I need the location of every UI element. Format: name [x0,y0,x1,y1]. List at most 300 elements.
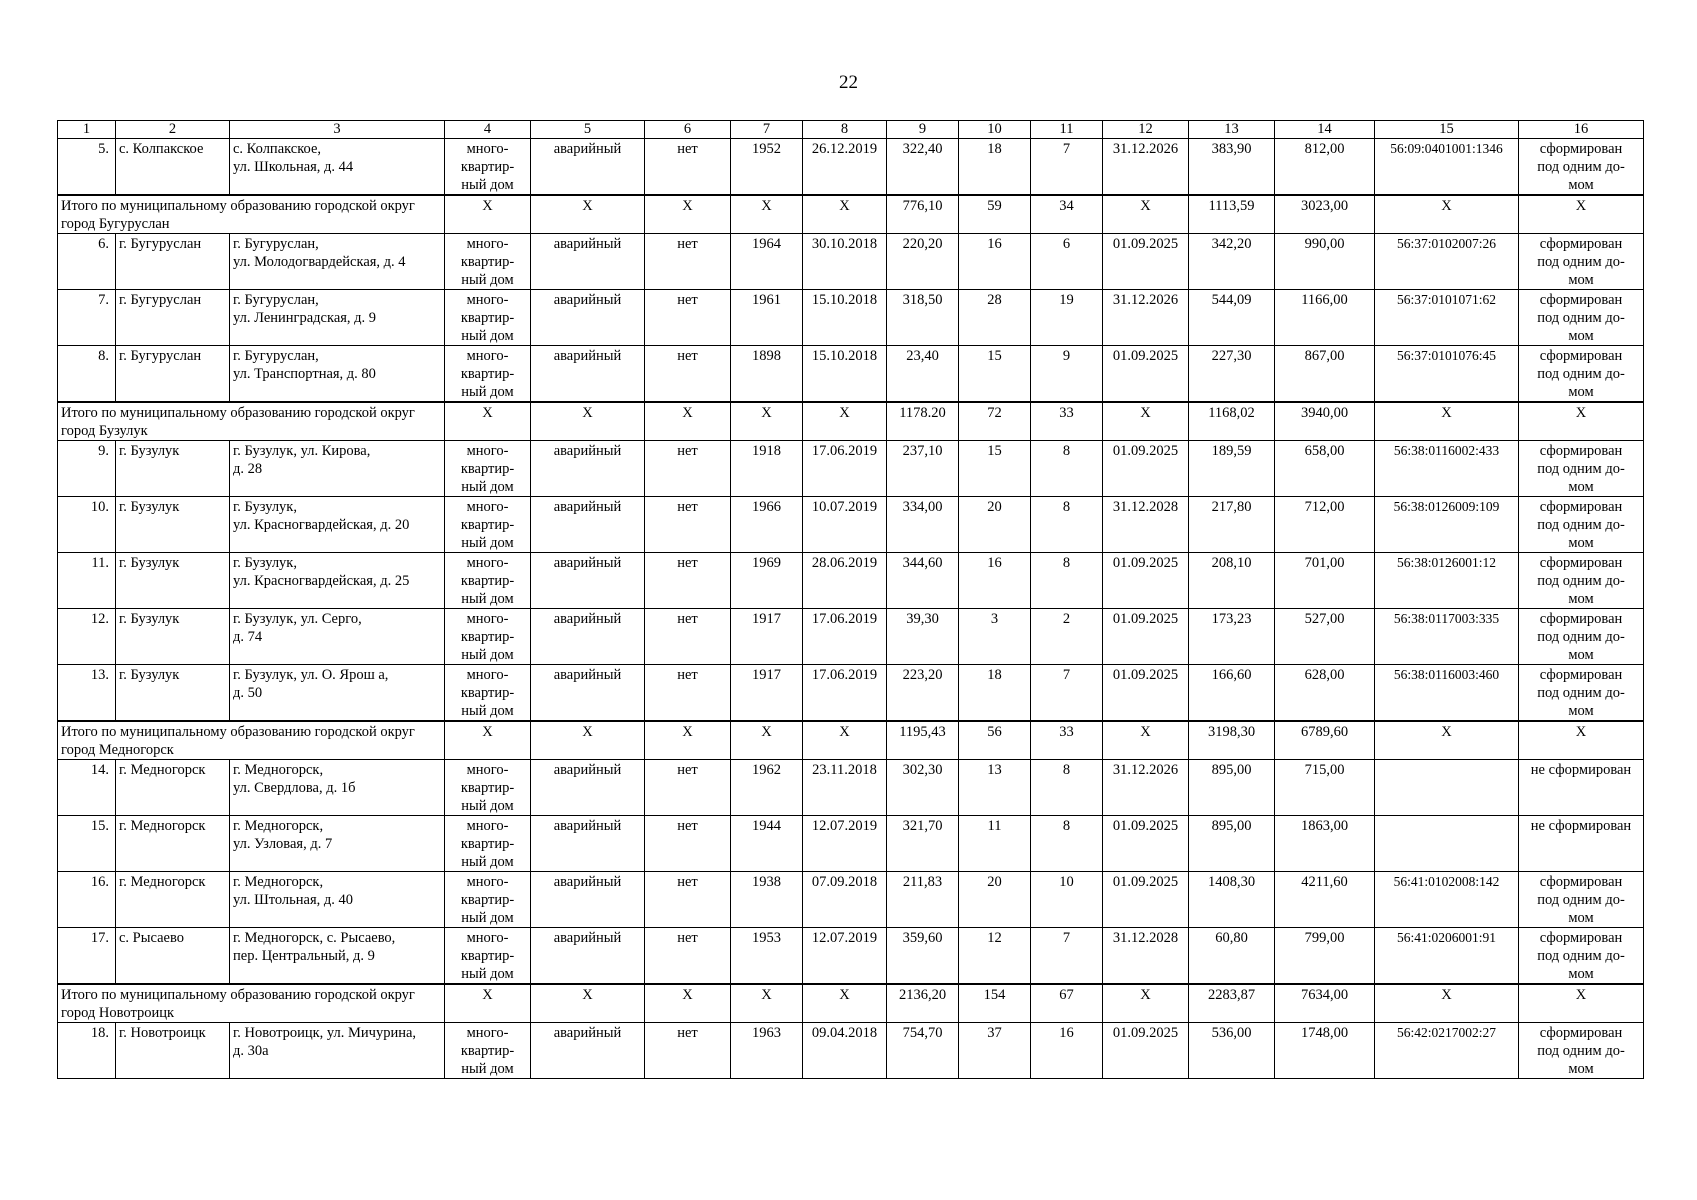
table-cell: 23.11.2018 [803,760,887,816]
table-cell: 1408,30 [1189,872,1275,928]
table-cell: 14. [58,760,116,816]
subtotal-cell: X [1375,402,1519,441]
subtotal-cell: 1113,59 [1189,195,1275,234]
table-cell: 60,80 [1189,928,1275,985]
table-cell: 527,00 [1275,609,1375,665]
table-cell: г. Медногорск, ул. Штольная, д. 40 [230,872,445,928]
table-cell: нет [645,234,731,290]
table-cell: аварийный [531,928,645,985]
table-cell: 37 [959,1023,1031,1079]
table-cell: 56:37:0101076:45 [1375,346,1519,403]
table-cell: нет [645,139,731,196]
table-cell: 16 [959,234,1031,290]
table-cell: много- квартир- ный дом [445,346,531,403]
table-cell: 220,20 [887,234,959,290]
subtotal-cell: X [645,984,731,1023]
table-cell: 227,30 [1189,346,1275,403]
table-cell: много- квартир- ный дом [445,290,531,346]
subtotal-row [58,402,1644,441]
subtotal-cell: 56 [959,721,1031,760]
subtotal-cell: X [1103,402,1189,441]
table-cell: 18. [58,1023,116,1079]
table-cell: 30.10.2018 [803,234,887,290]
table-cell: 17.06.2019 [803,441,887,497]
subtotal-cell: 154 [959,984,1031,1023]
table-cell: 302,30 [887,760,959,816]
table-cell: аварийный [531,872,645,928]
table-cell: г. Медногорск [116,816,230,872]
subtotal-cell: X [531,402,645,441]
table-cell: 56:38:0126009:109 [1375,497,1519,553]
table-cell: г. Медногорск, с. Рысаево, пер. Центральный, д. 9 [230,928,445,985]
table-cell: 19 [1031,290,1103,346]
table-cell: 31.12.2026 [1103,139,1189,196]
column-number-cell: 8 [803,121,887,139]
table-cell: не сформирован [1519,760,1644,816]
table-cell: 11 [959,816,1031,872]
column-number-cell: 14 [1275,121,1375,139]
table-cell: 01.09.2025 [1103,234,1189,290]
table-cell: 56:38:0116003:460 [1375,665,1519,722]
table-cell: с. Колпакское, ул. Школьная, д. 44 [230,139,445,196]
subtotal-cell: 7634,00 [1275,984,1375,1023]
table-cell: много- квартир- ный дом [445,665,531,722]
table-cell: сформирован под одним до- мом [1519,665,1644,722]
table-cell: нет [645,553,731,609]
subtotal-cell: X [1375,721,1519,760]
table-cell: 8. [58,346,116,403]
table-row [58,609,1644,665]
table-cell: 658,00 [1275,441,1375,497]
table-row [58,346,1644,403]
column-number-cell: 2 [116,121,230,139]
table-cell: 1962 [731,760,803,816]
subtotal-cell: X [803,195,887,234]
table-cell: сформирован под одним до- мом [1519,234,1644,290]
table-cell: 895,00 [1189,816,1275,872]
subtotal-cell: 3198,30 [1189,721,1275,760]
subtotal-cell: 72 [959,402,1031,441]
column-number-cell: 11 [1031,121,1103,139]
table-cell: 321,70 [887,816,959,872]
table-cell: аварийный [531,441,645,497]
subtotal-cell: 34 [1031,195,1103,234]
table-cell: нет [645,346,731,403]
table-cell: 56:37:0102007:26 [1375,234,1519,290]
table-cell: 1938 [731,872,803,928]
table-cell: 1966 [731,497,803,553]
table-cell: 7 [1031,928,1103,985]
table-cell: 359,60 [887,928,959,985]
table-cell: г. Новотроицк [116,1023,230,1079]
subtotal-cell: X [803,984,887,1023]
table-cell: 7 [1031,139,1103,196]
table-cell: аварийный [531,497,645,553]
housing-registry-table [57,120,1644,1079]
table-cell: аварийный [531,553,645,609]
table-cell: 56:09:0401001:1346 [1375,139,1519,196]
table-cell: 31.12.2028 [1103,497,1189,553]
subtotal-label: Итого по муниципальному образованию городской округ город Новотроицк [58,984,445,1023]
table-cell: 01.09.2025 [1103,816,1189,872]
table-cell: аварийный [531,816,645,872]
table-cell: 1898 [731,346,803,403]
table-cell: 754,70 [887,1023,959,1079]
subtotal-cell: X [645,402,731,441]
table-cell: нет [645,1023,731,1079]
table-cell: 31.12.2028 [1103,928,1189,985]
subtotal-cell: X [731,721,803,760]
table-row [58,928,1644,985]
subtotal-cell: X [445,721,531,760]
table-cell: аварийный [531,346,645,403]
table-cell: 7 [1031,665,1103,722]
table-cell: с. Колпакское [116,139,230,196]
table-cell: 12.07.2019 [803,816,887,872]
column-number-cell: 7 [731,121,803,139]
table-cell: 16 [1031,1023,1103,1079]
table-cell: 166,60 [1189,665,1275,722]
table-cell: г. Бугуруслан [116,346,230,403]
table-cell: 12.07.2019 [803,928,887,985]
subtotal-label: Итого по муниципальному образованию городской округ город Медногорск [58,721,445,760]
subtotal-cell: 776,10 [887,195,959,234]
column-number-cell: 16 [1519,121,1644,139]
table-cell: 701,00 [1275,553,1375,609]
column-number-cell: 4 [445,121,531,139]
table-cell: 1953 [731,928,803,985]
table-cell: 17.06.2019 [803,609,887,665]
subtotal-cell: 33 [1031,402,1103,441]
table-row [58,760,1644,816]
table-header-row [58,121,1644,139]
table-cell: 3 [959,609,1031,665]
table-cell: 15. [58,816,116,872]
table-cell: нет [645,928,731,985]
table-cell: 211,83 [887,872,959,928]
table-cell: нет [645,290,731,346]
subtotal-row [58,195,1644,234]
table-cell: много- квартир- ный дом [445,760,531,816]
table-cell: нет [645,665,731,722]
table-cell: сформирован под одним до- мом [1519,290,1644,346]
table-cell: 1917 [731,665,803,722]
table-cell: аварийный [531,665,645,722]
table-cell: 01.09.2025 [1103,872,1189,928]
table-cell: 56:38:0126001:12 [1375,553,1519,609]
table-cell: 217,80 [1189,497,1275,553]
table-cell: 01.09.2025 [1103,665,1189,722]
subtotal-cell: X [1519,402,1644,441]
table-cell: 1944 [731,816,803,872]
table-cell: аварийный [531,290,645,346]
table-cell: г. Бузулук, ул. Красногвардейская, д. 20 [230,497,445,553]
table-cell: 4211,60 [1275,872,1375,928]
table-cell: 01.09.2025 [1103,346,1189,403]
subtotal-cell: X [1103,721,1189,760]
table-cell: 20 [959,872,1031,928]
subtotal-cell: X [1519,721,1644,760]
table-cell: 799,00 [1275,928,1375,985]
table-cell: 10. [58,497,116,553]
table-cell: 11. [58,553,116,609]
table-cell: сформирован под одним до- мом [1519,553,1644,609]
column-number-cell: 3 [230,121,445,139]
table-cell: 10 [1031,872,1103,928]
subtotal-cell: X [531,721,645,760]
table-cell: сформирован под одним до- мом [1519,1023,1644,1079]
table-cell: 12 [959,928,1031,985]
table-cell: 173,23 [1189,609,1275,665]
table-cell: сформирован под одним до- мом [1519,139,1644,196]
table-cell: много- квартир- ный дом [445,139,531,196]
table-row [58,665,1644,722]
table-cell: много- квартир- ный дом [445,609,531,665]
table-cell: 23,40 [887,346,959,403]
table-cell: нет [645,497,731,553]
table-cell: аварийный [531,234,645,290]
subtotal-cell: 2283,87 [1189,984,1275,1023]
table-cell: 12. [58,609,116,665]
table-cell: сформирован под одним до- мом [1519,609,1644,665]
table-cell: 39,30 [887,609,959,665]
table-cell: сформирован под одним до- мом [1519,872,1644,928]
table-cell: г. Бугуруслан [116,290,230,346]
subtotal-cell: X [1375,984,1519,1023]
table-cell: г. Бузулук [116,441,230,497]
subtotal-cell: 67 [1031,984,1103,1023]
table-cell: г. Бузулук [116,553,230,609]
table-cell: г. Бузулук, ул. О. Ярош а, д. 50 [230,665,445,722]
table-cell: 1964 [731,234,803,290]
table-row [58,290,1644,346]
table-cell: 17. [58,928,116,985]
column-number-cell: 15 [1375,121,1519,139]
table-cell: 56:42:0217002:27 [1375,1023,1519,1079]
table-cell: 7. [58,290,116,346]
table-cell: 26.12.2019 [803,139,887,196]
table-cell: 318,50 [887,290,959,346]
table-cell: 56:41:0102008:142 [1375,872,1519,928]
table-cell: г. Медногорск [116,760,230,816]
table-cell: 208,10 [1189,553,1275,609]
table-cell: 9 [1031,346,1103,403]
column-number-cell: 5 [531,121,645,139]
table-cell: г. Бузулук, ул. Красногвардейская, д. 25 [230,553,445,609]
table-cell: 334,00 [887,497,959,553]
table-cell: много- квартир- ный дом [445,1023,531,1079]
table-cell: аварийный [531,760,645,816]
table-cell: 15.10.2018 [803,290,887,346]
subtotal-cell: 33 [1031,721,1103,760]
subtotal-cell: 59 [959,195,1031,234]
table-cell: 18 [959,139,1031,196]
table-cell: 28.06.2019 [803,553,887,609]
table-cell: 1166,00 [1275,290,1375,346]
table-cell: г. Бугуруслан, ул. Ленинградская, д. 9 [230,290,445,346]
table-cell: 712,00 [1275,497,1375,553]
table-cell: 1917 [731,609,803,665]
table-row [58,1023,1644,1079]
table-cell: аварийный [531,609,645,665]
subtotal-row [58,984,1644,1023]
table-cell: 01.09.2025 [1103,441,1189,497]
table-cell [1375,760,1519,816]
table-cell: 895,00 [1189,760,1275,816]
table-cell: нет [645,816,731,872]
table-cell: 31.12.2026 [1103,290,1189,346]
table-cell: 322,40 [887,139,959,196]
subtotal-label: Итого по муниципальному образованию городской округ город Бузулук [58,402,445,441]
table-cell: 16 [959,553,1031,609]
table-cell: 56:41:0206001:91 [1375,928,1519,985]
table-cell: г. Бузулук [116,665,230,722]
subtotal-cell: X [1103,195,1189,234]
subtotal-row [58,721,1644,760]
table-cell: 5. [58,139,116,196]
subtotal-cell: X [445,402,531,441]
table-cell: 342,20 [1189,234,1275,290]
table-cell: 8 [1031,553,1103,609]
table-cell: нет [645,760,731,816]
table-cell: 01.09.2025 [1103,609,1189,665]
subtotal-cell: X [531,984,645,1023]
table-cell: г. Медногорск [116,872,230,928]
table-cell: 812,00 [1275,139,1375,196]
column-number-cell: 10 [959,121,1031,139]
column-number-cell: 12 [1103,121,1189,139]
table-cell: 01.09.2025 [1103,553,1189,609]
table-cell: 1961 [731,290,803,346]
table-cell: 15.10.2018 [803,346,887,403]
table-row [58,816,1644,872]
table-cell: 715,00 [1275,760,1375,816]
table-cell: много- квартир- ный дом [445,928,531,985]
table-row [58,497,1644,553]
subtotal-cell: X [1519,984,1644,1023]
table-cell: 8 [1031,497,1103,553]
table-cell: 8 [1031,760,1103,816]
table-cell: 1748,00 [1275,1023,1375,1079]
subtotal-cell: X [803,721,887,760]
table-cell: 07.09.2018 [803,872,887,928]
subtotal-cell: X [803,402,887,441]
table-cell: г. Новотроицк, ул. Мичурина, д. 30а [230,1023,445,1079]
subtotal-cell: 1195,43 [887,721,959,760]
table-cell: 1969 [731,553,803,609]
table-cell: сформирован под одним до- мом [1519,497,1644,553]
table-cell: аварийный [531,1023,645,1079]
table-cell: г. Бузулук, ул. Серго, д. 74 [230,609,445,665]
subtotal-cell: X [445,195,531,234]
table-cell: г. Бузулук [116,609,230,665]
column-number-cell: 9 [887,121,959,139]
table-cell: много- квартир- ный дом [445,872,531,928]
table-cell: нет [645,441,731,497]
table-cell: 189,59 [1189,441,1275,497]
subtotal-cell: 3940,00 [1275,402,1375,441]
table-row [58,234,1644,290]
subtotal-cell: X [1103,984,1189,1023]
table-row [58,553,1644,609]
subtotal-cell: X [1519,195,1644,234]
table-cell: 09.04.2018 [803,1023,887,1079]
table-cell: 344,60 [887,553,959,609]
table-cell: много- квартир- ный дом [445,234,531,290]
table-cell: 383,90 [1189,139,1275,196]
subtotal-cell: 1178.20 [887,402,959,441]
table-cell: 56:37:0101071:62 [1375,290,1519,346]
table-cell: сформирован под одним до- мом [1519,346,1644,403]
table-cell: 31.12.2026 [1103,760,1189,816]
table-cell: г. Бугуруслан, ул. Молодогвардейская, д. 4 [230,234,445,290]
table-cell: 20 [959,497,1031,553]
table-cell: 8 [1031,816,1103,872]
table-cell: 223,20 [887,665,959,722]
table-cell [1375,816,1519,872]
table-row [58,139,1644,196]
table-row [58,872,1644,928]
table-cell: 13. [58,665,116,722]
table-cell: 56:38:0116002:433 [1375,441,1519,497]
table-cell: нет [645,609,731,665]
table-cell: 628,00 [1275,665,1375,722]
table-cell: 8 [1031,441,1103,497]
subtotal-cell: X [731,195,803,234]
subtotal-cell: X [1375,195,1519,234]
table-cell: много- квартир- ный дом [445,553,531,609]
table-cell: много- квартир- ный дом [445,441,531,497]
table-cell: много- квартир- ный дом [445,497,531,553]
table-cell: 01.09.2025 [1103,1023,1189,1079]
subtotal-cell: X [731,402,803,441]
subtotal-cell: 3023,00 [1275,195,1375,234]
table-cell: не сформирован [1519,816,1644,872]
table-cell: 990,00 [1275,234,1375,290]
subtotal-cell: X [645,195,731,234]
table-cell: много- квартир- ный дом [445,816,531,872]
table-cell: 544,09 [1189,290,1275,346]
subtotal-cell: 2136,20 [887,984,959,1023]
table-cell: 1952 [731,139,803,196]
column-number-cell: 6 [645,121,731,139]
table-cell: 28 [959,290,1031,346]
table-cell: 1963 [731,1023,803,1079]
page-number: 22 [839,72,858,93]
subtotal-label: Итого по муниципальному образованию городской округ город Бугуруслан [58,195,445,234]
table-cell: г. Медногорск, ул. Узловая, д. 7 [230,816,445,872]
table-row [58,441,1644,497]
subtotal-cell: X [731,984,803,1023]
table-cell: 15 [959,346,1031,403]
table-cell: 867,00 [1275,346,1375,403]
subtotal-cell: 1168,02 [1189,402,1275,441]
table-cell: 56:38:0117003:335 [1375,609,1519,665]
table-cell: 536,00 [1189,1023,1275,1079]
table-cell: 9. [58,441,116,497]
table-cell: 237,10 [887,441,959,497]
table-cell: с. Рысаево [116,928,230,985]
table-cell: 6. [58,234,116,290]
table-cell: 15 [959,441,1031,497]
column-number-cell: 13 [1189,121,1275,139]
subtotal-cell: X [531,195,645,234]
table-cell: 2 [1031,609,1103,665]
table-cell: г. Бугуруслан [116,234,230,290]
subtotal-cell: X [645,721,731,760]
subtotal-cell: 6789,60 [1275,721,1375,760]
table-cell: 13 [959,760,1031,816]
